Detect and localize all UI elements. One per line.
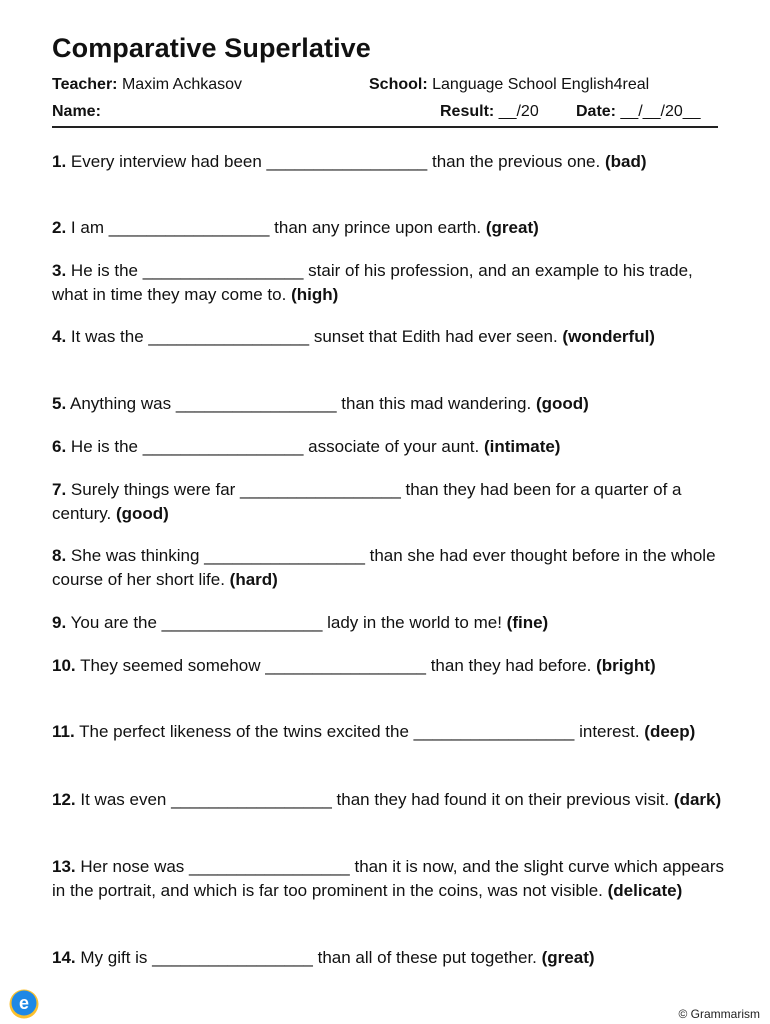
result-line <box>440 103 539 121</box>
teacher-line <box>52 76 242 94</box>
question-hint: (great) <box>485 218 539 237</box>
question-number: 2. <box>52 218 67 237</box>
question-hint: (high) <box>291 285 339 304</box>
date-label: Date: <box>576 103 617 120</box>
question-hint: (dark) <box>673 790 722 809</box>
question-number: 4. <box>52 327 67 346</box>
question-number: 14. <box>52 948 76 967</box>
school-value: Language School English4real <box>432 76 650 93</box>
school-label: School: <box>369 76 428 93</box>
question-text: He is the _________________ associate of your aunt. <box>70 437 480 456</box>
date-line <box>576 103 701 121</box>
name-label: Name: <box>52 103 101 120</box>
question-4 <box>52 325 724 349</box>
question-hint: (delicate) <box>607 881 683 900</box>
question-number: 6. <box>52 437 67 456</box>
question-hint: (wonderful) <box>562 327 655 346</box>
question-text: They seemed somehow _________________ than they had before. <box>80 656 592 675</box>
question-hint: (great) <box>541 948 595 967</box>
question-text: My gift is _________________ than all of these put together. <box>80 948 537 967</box>
question-text: She was thinking _________________ than she had ever thought before in the whole course of her short life. <box>52 546 721 589</box>
question-text: He is the _________________ stair of his profession, and an example to his trade, what in time they may come to. <box>52 261 698 304</box>
question-7 <box>52 478 724 526</box>
question-number: 10. <box>52 656 76 675</box>
teacher-value: Maxim Achkasov <box>121 76 243 93</box>
question-1 <box>52 150 724 174</box>
header-divider <box>52 126 718 128</box>
question-text: Her nose was _________________ than it is now, and the slight curve which appears in the portrait, and which is far too prominent in the coins, was not visible. <box>52 857 729 900</box>
question-14 <box>52 946 724 970</box>
question-2 <box>52 216 724 240</box>
question-text: Anything was _________________ than this mad wandering. <box>69 394 532 413</box>
question-text: You are the _________________ lady in the world to me! <box>70 613 502 632</box>
question-hint: (fine) <box>506 613 549 632</box>
question-text: It was the _________________ sunset that Edith had ever seen. <box>70 327 558 346</box>
question-number: 5. <box>52 394 67 413</box>
worksheet-title: Comparative Superlative <box>52 33 371 63</box>
copyright-text: © Grammarism <box>678 1007 760 1021</box>
question-number: 8. <box>52 546 67 565</box>
question-hint: (deep) <box>644 722 696 741</box>
question-number: 7. <box>52 480 67 499</box>
question-text: The perfect likeness of the twins excited the _________________ interest. <box>79 722 640 741</box>
question-text: Surely things were far _________________ than they had been for a quarter of a century. <box>52 480 687 523</box>
question-number: 13. <box>52 857 76 876</box>
question-hint: (intimate) <box>483 437 561 456</box>
question-hint: (good) <box>535 394 589 413</box>
school-line <box>369 76 649 94</box>
question-12 <box>52 788 724 812</box>
question-number: 3. <box>52 261 67 280</box>
name-line <box>52 103 101 121</box>
question-hint: (hard) <box>229 570 278 589</box>
date-value: __/__/20__ <box>620 103 701 120</box>
question-11 <box>52 720 724 744</box>
teacher-label: Teacher: <box>52 76 118 93</box>
question-number: 11. <box>52 722 75 741</box>
question-8 <box>52 544 724 592</box>
question-number: 9. <box>52 613 67 632</box>
question-number: 12. <box>52 790 76 809</box>
question-hint: (good) <box>115 504 169 523</box>
question-3 <box>52 259 724 307</box>
question-6 <box>52 435 724 459</box>
grammarism-logo-icon <box>9 989 39 1019</box>
result-value: __/20 <box>498 103 539 120</box>
question-5 <box>52 392 724 416</box>
question-text: It was even _________________ than they had found it on their previous visit. <box>80 790 670 809</box>
question-hint: (bright) <box>596 656 656 675</box>
result-label: Result: <box>440 103 495 120</box>
question-9 <box>52 611 724 635</box>
question-number: 1. <box>52 152 67 171</box>
question-13 <box>52 855 729 903</box>
question-text: Every interview had been _________________ than the previous one. <box>70 152 601 171</box>
question-hint: (bad) <box>604 152 647 171</box>
question-10 <box>52 654 724 678</box>
question-text: I am _________________ than any prince upon earth. <box>70 218 482 237</box>
logo-letter: e <box>18 993 30 1013</box>
